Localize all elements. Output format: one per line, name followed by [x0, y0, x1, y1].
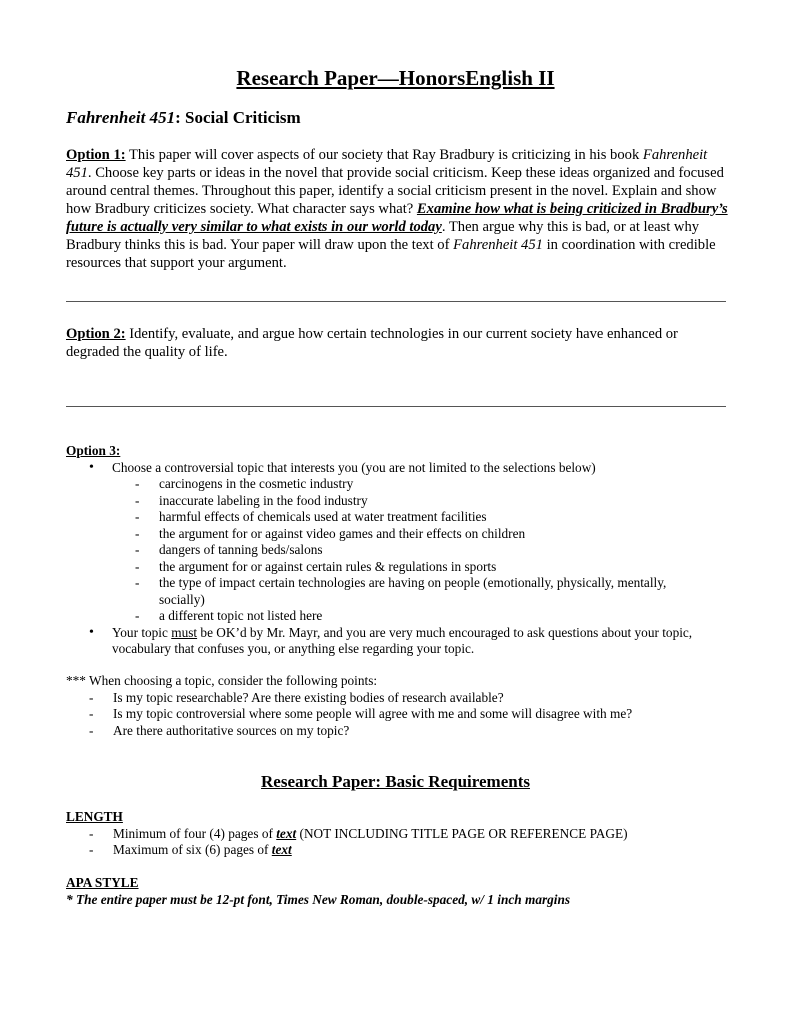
option-1-text-3: . Then argue why this is bad, or at least why Bradbury thinks this is bad. Your paper will draw upon the text of — [66, 219, 700, 253]
page-title: Research Paper—HonorsEnglish II — [236, 66, 555, 90]
option-2-text: Identify, evaluate, and argue how certain technologies in our current society have enhanced or degraded the quality of life. — [66, 326, 678, 360]
requirements-title: Research Paper: Basic Requirements — [261, 772, 530, 791]
considerations-block — [66, 673, 730, 739]
length-min-text-2: (NOT INCLUDING TITLE PAGE OR REFERENCE PAGE) — [296, 825, 628, 841]
option-1-text-1: This paper will cover aspects of our society that Ray Bradbury is criticizing in his book — [125, 147, 643, 163]
topic-item: - the argument for or against video games and their effects on children — [112, 526, 730, 543]
option-3-block — [66, 443, 730, 658]
bullet-approval-must: must — [171, 624, 198, 640]
option-1-paragraph — [66, 146, 730, 272]
length-max-text-word: text — [271, 842, 292, 857]
consideration-item: - Is my topic controversial where some people will agree with me and some will disagree with me? — [66, 706, 730, 723]
length-label: LENGTH — [66, 809, 123, 824]
considerations-intro: *** When choosing a topic, consider the following points: — [66, 673, 378, 688]
option-1-book-2: Fahrenheit 451 — [453, 237, 543, 253]
option-3-label: Option 3: — [66, 443, 121, 458]
considerations-list — [66, 690, 730, 740]
length-block — [66, 809, 730, 859]
section-subtitle — [66, 108, 301, 128]
option-3-bullets — [66, 460, 730, 658]
length-min — [66, 826, 730, 843]
option-1-book-1: Fahrenheit 451 — [66, 147, 708, 181]
book-title: Fahrenheit 451 — [66, 108, 176, 127]
apa-label: APA STYLE — [66, 875, 139, 890]
topic-item: - a different topic not listed here — [112, 608, 730, 625]
consideration-item: - Is my topic researchable? Are there existing bodies of research available? — [66, 690, 730, 707]
apa-note: * The entire paper must be 12-pt font, Times New Roman, double-spaced, w/ 1 inch margins — [66, 891, 571, 907]
topic-item: - dangers of tanning beds/salons — [112, 542, 730, 559]
bullet-choose-topic — [66, 460, 730, 625]
bullet-approval-text-2: be OK’d by Mr. Mayr, and you are very much encouraged to ask questions about your topic, vocabulary that confuses you, or anything else regarding your topic. — [112, 624, 693, 656]
consideration-item: - Are there authoritative sources on my topic? — [66, 723, 730, 740]
topic-item: - harmful effects of chemicals used at water treatment facilities — [112, 509, 730, 526]
length-min-text-word: text — [276, 825, 297, 841]
topic-item: - the type of impact certain technologies are having on people (emotionally, physically, mentally, socially) — [112, 575, 730, 608]
bullet-choose-topic-text: Choose a controversial topic that interests you (you are not limited to the selections below) — [112, 459, 596, 475]
topic-item: - the argument for or against certain rules & regulations in sports — [112, 559, 730, 576]
length-min-text-1: Minimum of four (4) pages of — [113, 825, 277, 841]
topic-item: - inaccurate labeling in the food industry — [112, 493, 730, 510]
topic-item: - carcinogens in the cosmetic industry — [112, 476, 730, 493]
topic-list — [112, 476, 730, 625]
bullet-approval — [66, 625, 730, 658]
option-1-text-4: in coordination with credible resources that support your argument. — [66, 237, 716, 271]
length-max-text-1: Maximum of six (6) pages of — [113, 842, 272, 857]
divider-1 — [66, 301, 726, 302]
length-max — [66, 842, 730, 859]
option-1-text-2: . Choose key parts or ideas in the novel that provide social criticism. Keep these ideas organized and focused around central themes. Throughout this paper, identify a social criticism present in the novel. Explain and show how Bradbury criticizes society. What character says what? — [66, 165, 724, 217]
divider-2 — [66, 406, 726, 407]
apa-block — [66, 875, 730, 908]
option-2-paragraph — [66, 325, 730, 361]
option-1-label: Option 1: — [66, 147, 126, 163]
bullet-approval-text-1: Your topic — [112, 624, 172, 640]
option-1-emphasis: Examine how what is being criticized in Bradbury’s future is actually very similar to what exists in our world today — [66, 201, 728, 235]
subtitle-rest: : Social Criticism — [175, 108, 301, 127]
option-2-label: Option 2: — [66, 326, 126, 342]
length-list — [66, 826, 730, 859]
